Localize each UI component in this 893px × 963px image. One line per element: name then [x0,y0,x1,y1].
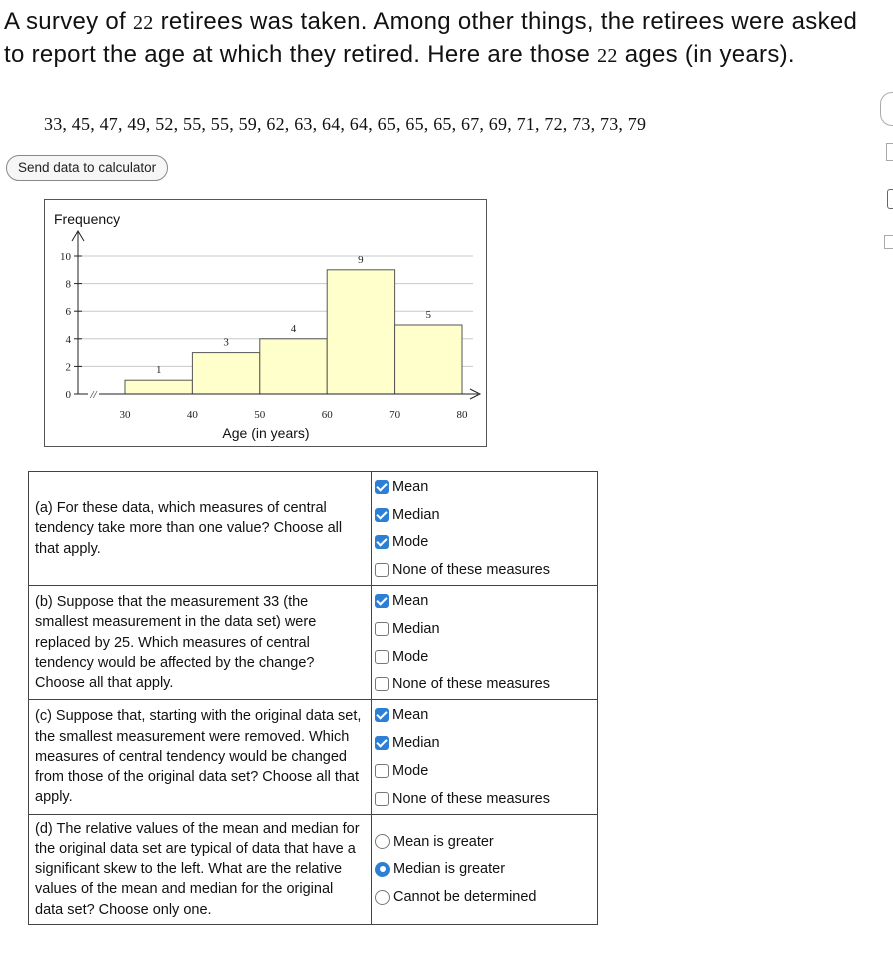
answer-options [372,814,598,924]
option-label: Cannot be determined [393,889,537,906]
checkbox[interactable] [375,736,389,750]
radio-option[interactable] [375,828,597,856]
option-label: Mean is greater [393,833,494,850]
y-tick-label: 10 [60,251,71,263]
histogram-bar [125,380,192,394]
question-text: (c) Suppose that, starting with the original data set, the smallest measurement were removed. Which measures of central tendency would be changed from those of the original data set? Choose all that apply. [29,700,372,814]
checkbox-option[interactable] [375,643,597,671]
y-tick-label: 6 [65,306,71,319]
checkbox-option[interactable] [375,556,597,584]
x-tick-label: 40 [186,409,198,421]
checkbox-option[interactable] [375,587,597,615]
question-row [29,586,598,700]
checkbox[interactable] [375,764,389,778]
y-tick-label: 4 [65,333,71,346]
bar-value-label: 1 [155,364,162,377]
histogram-svg [45,200,488,448]
checkbox-option[interactable] [375,729,597,757]
option-label: None of these measures [392,790,550,807]
checkbox-option[interactable] [375,757,597,785]
bar-value-label: 4 [290,322,297,335]
x-tick-label: 30 [119,409,131,421]
question-row [29,472,598,586]
checkbox[interactable] [375,677,389,691]
option-label: None of these measures [392,562,550,579]
radio-option[interactable] [375,883,597,911]
checkbox-option[interactable] [375,529,597,557]
x-axis-title: Age (in years) [222,425,310,441]
option-label: Mode [392,534,429,551]
bar-value-label: 3 [223,336,229,349]
question-text: (d) The relative values of the mean and median for the original data set are typical of data that have a significant skew to the left. What are the relative values of the mean and median for the original data set? Choose only one. [29,814,372,924]
x-tick-label: 50 [254,409,266,421]
checkbox[interactable] [375,622,389,636]
calculator-icon[interactable] [886,143,893,161]
radio-button[interactable] [375,834,390,849]
checkbox-option[interactable] [375,785,597,813]
x-tick-label: 70 [389,409,401,421]
histogram-bar [327,270,394,394]
checkbox-option[interactable] [375,473,597,501]
x-tick-label: 60 [321,409,333,421]
question-text: (b) Suppose that the measurement 33 (the smallest measurement in the data set) were replaced by 25. Which measures of central tendency would be affected by the change? Choose all that apply. [29,586,372,700]
checkbox[interactable] [375,508,389,522]
bar-value-label: 9 [358,253,364,266]
radio-button[interactable] [375,862,390,877]
questions-table [28,471,598,925]
answer-options [372,586,598,700]
question-row [29,814,598,924]
checkbox-option[interactable] [375,671,597,699]
option-label: Mean [392,593,429,610]
option-label: None of these measures [392,676,550,693]
option-label: Median is greater [393,861,506,878]
checkbox-option[interactable] [375,501,597,529]
histogram-bar [192,353,259,394]
histogram [44,199,487,447]
checkbox[interactable] [375,535,389,549]
histogram-bar [260,339,327,394]
intro-text: retirees was taken. Among other things, the retirees were asked to report the age at which they retired. Here are those [4,8,858,68]
help-icon[interactable] [884,235,893,249]
textbook-icon[interactable] [887,189,893,209]
checkbox[interactable] [375,563,389,577]
answer-options [372,472,598,586]
problem-intro [4,6,884,72]
option-label: Mean [392,707,429,724]
checkbox-option[interactable] [375,615,597,643]
option-label: Mode [392,762,429,779]
y-axis-title: Frequency [54,211,121,227]
bar-value-label: 5 [425,309,432,321]
question-text: (a) For these data, which measures of central tendency take more than one value? Choose all that apply. [29,472,372,586]
y-tick-label: 8 [65,278,71,291]
checkbox-option[interactable] [375,701,597,729]
answer-options [372,700,598,814]
option-label: Median [392,506,440,523]
y-tick-label: 2 [65,361,71,374]
sample-size: 22 [597,45,618,67]
send-data-to-calculator-button[interactable]: Send data to calculator [6,155,168,181]
checkbox[interactable] [375,708,389,722]
intro-text: ages (in years). [617,41,795,68]
histogram-bar [395,325,462,394]
option-label: Mean [392,478,429,495]
sample-size: 22 [133,12,154,34]
radio-option[interactable] [375,855,597,883]
y-tick-label: 0 [65,389,71,401]
radio-button[interactable] [375,890,390,905]
checkbox[interactable] [375,594,389,608]
option-label: Median [392,735,440,752]
question-row [29,700,598,814]
checkbox[interactable] [375,480,389,494]
option-label: Median [392,620,440,637]
x-tick-label: 80 [456,409,468,421]
checkbox[interactable] [375,650,389,664]
side-panel-tab[interactable] [880,92,893,126]
data-values: 33, 45, 47, 49, 52, 55, 55, 59, 62, 63, 64, 64, 65, 65, 65, 67, 69, 71, 72, 73, 73, 79 [44,114,647,134]
checkbox[interactable] [375,792,389,806]
option-label: Mode [392,648,429,665]
intro-text: A survey of [4,8,133,35]
axis-break-mark: // [90,389,97,401]
